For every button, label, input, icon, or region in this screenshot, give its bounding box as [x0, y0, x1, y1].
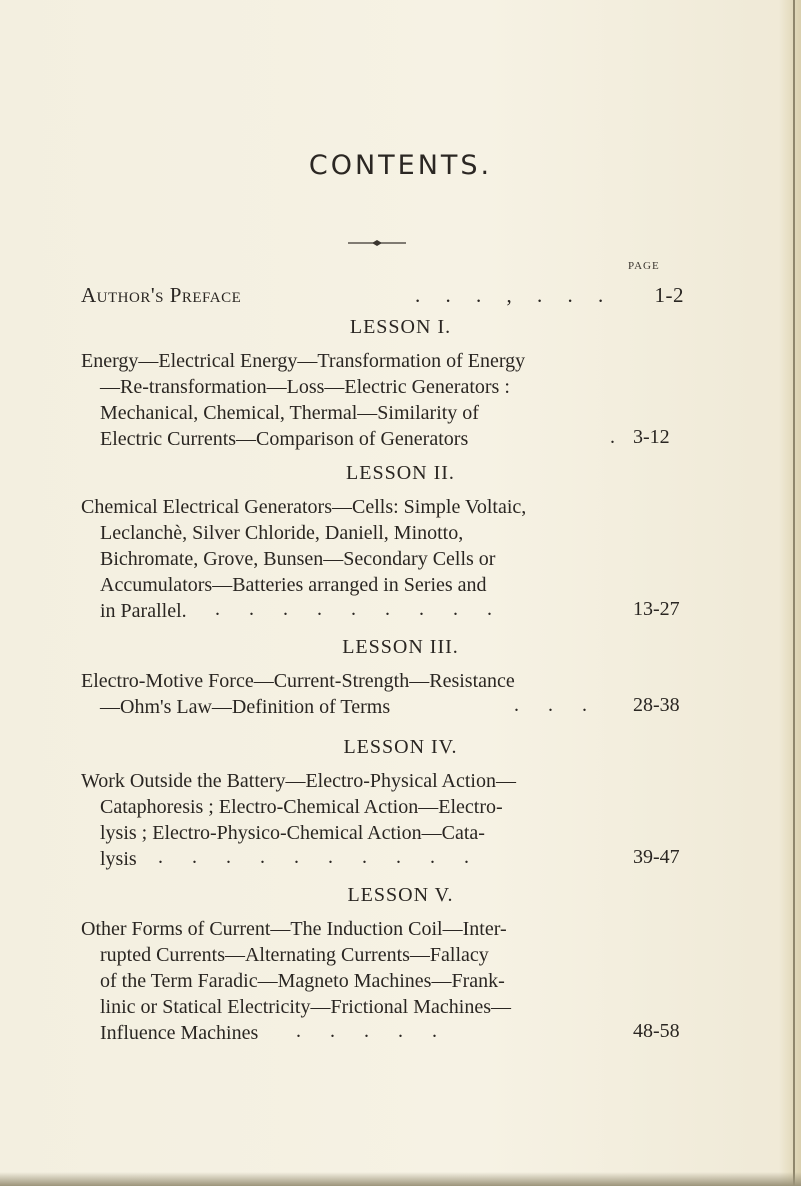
page-edge: [779, 0, 801, 1186]
lesson-2-pages: 13-27: [633, 598, 680, 620]
preface-label: Author's Preface: [81, 283, 242, 307]
lesson-5-line: linic or Statical Electricity—Frictional Machines—: [100, 996, 511, 1018]
lesson-1-line: Mechanical, Chemical, Thermal—Similarity of: [100, 402, 479, 424]
lesson-1-line: —Re-transformation—Loss—Electric Generators :: [100, 376, 510, 398]
lesson-2-line: Chemical Electrical Generators—Cells: Simple Voltaic,: [81, 496, 527, 518]
lesson-5-leader: . . . . .: [296, 1020, 449, 1042]
lesson-2-line: in Parallel.: [100, 600, 187, 622]
lesson-2-line: Leclanchè, Silver Chloride, Daniell, Minotto,: [100, 522, 464, 544]
lesson-2-line: Bichromate, Grove, Bunsen—Secondary Cells or: [100, 548, 496, 570]
lesson-4-leader: . . . . . . . . . .: [158, 846, 481, 868]
lesson-1-pages: 3-12: [633, 426, 670, 448]
bottom-shadow: [0, 1172, 801, 1186]
binding-line: [793, 0, 795, 1186]
lesson-5-line: rupted Currents—Alternating Currents—Fallacy: [100, 944, 489, 966]
lesson-1-leader: .: [610, 426, 627, 448]
ornament-divider-icon: [348, 238, 406, 248]
lesson-3-heading: LESSON III.: [342, 636, 459, 658]
lesson-4-line: lysis: [100, 848, 137, 870]
preface-leader: . . . , . . .: [415, 283, 614, 307]
lesson-4-pages: 39-47: [633, 846, 680, 868]
lesson-4-line: Cataphoresis ; Electro-Chemical Action—Electro-: [100, 796, 503, 818]
lesson-4-line: lysis ; Electro-Physico-Chemical Action—Cata-: [100, 822, 485, 844]
lesson-4-line: Work Outside the Battery—Electro-Physical Action—: [81, 770, 516, 792]
lesson-3-line: Electro-Motive Force—Current-Strength—Resistance: [81, 670, 515, 692]
page-column-label: PAGE: [628, 260, 660, 272]
lesson-3-leader: . . .: [514, 694, 599, 716]
lesson-2-leader: . . . . . . . . .: [215, 598, 504, 620]
page-title: CONTENTS.: [308, 150, 493, 181]
lesson-1-entry: [81, 348, 621, 452]
lesson-1-line: Electric Currents—Comparison of Generators: [100, 428, 469, 450]
lesson-5-heading: LESSON V.: [347, 884, 454, 906]
lesson-2-line: Accumulators—Batteries arranged in Series and: [100, 574, 487, 596]
lesson-4-heading: LESSON IV.: [343, 736, 458, 758]
lesson-3-pages: 28-38: [633, 694, 680, 716]
lesson-5-line: Other Forms of Current—The Induction Coil—Inter-: [81, 918, 507, 940]
preface-pages: 1-2: [654, 283, 684, 307]
lesson-3-line: —Ohm's Law—Definition of Terms: [100, 696, 391, 718]
lesson-1-line: Energy—Electrical Energy—Transformation of Energy: [81, 350, 526, 372]
lesson-1-heading: LESSON I.: [349, 316, 452, 338]
lesson-5-line: Influence Machines: [100, 1022, 259, 1044]
lesson-5-line: of the Term Faradic—Magneto Machines—Frank-: [100, 970, 505, 992]
lesson-5-pages: 48-58: [633, 1020, 680, 1042]
lesson-2-heading: LESSON II.: [346, 462, 455, 484]
preface-entry: [81, 283, 684, 308]
